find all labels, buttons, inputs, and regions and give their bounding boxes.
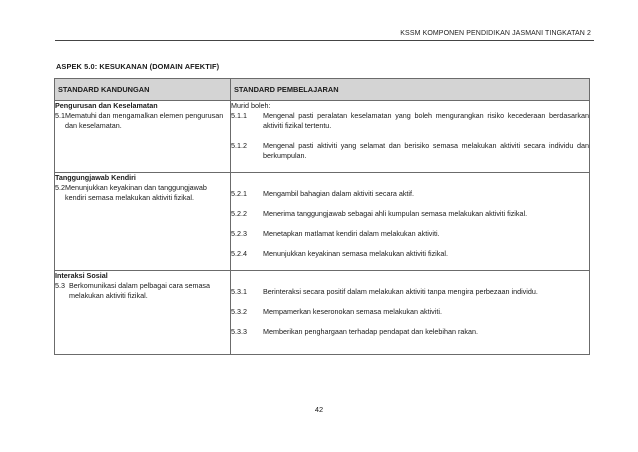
standard-kandungan-cell (55, 101, 231, 173)
sp-code: 5.1.1 (231, 111, 247, 120)
sp-code: 5.3.1 (231, 287, 247, 296)
sp-text: Menunjukkan keyakinan semasa melakukan aktiviti fizikal. (263, 249, 448, 258)
document-header: KSSM KOMPONEN PENDIDIKAN JASMANI TINGKATAN 2 (400, 30, 591, 37)
sp-item (231, 307, 589, 317)
topic-title: Tanggungjawab Kendiri (55, 173, 136, 182)
page-number: 42 (314, 405, 324, 414)
sp-code: 5.2.3 (231, 229, 247, 238)
sp-item (231, 141, 589, 161)
sp-item (231, 287, 589, 297)
sp-code: 5.2.1 (231, 189, 247, 198)
sp-text: Mengambil bahagian dalam aktiviti secara aktif. (263, 189, 415, 198)
sp-text: Mengenal pasti aktiviti yang selamat dan berisiko semasa melakukan aktiviti secara individu dan berkumpulan. (263, 141, 589, 160)
sk-text: Mematuhi dan mengamalkan elemen pengurusan dan keselamatan. (65, 111, 224, 130)
sp-item (231, 229, 589, 239)
sp-item (231, 249, 589, 259)
standards-table (54, 78, 590, 355)
aspek-title: ASPEK 5.0: KESUKANAN (DOMAIN AFEKTIF) (56, 62, 220, 71)
header-divider (55, 40, 594, 41)
table-header-row (55, 79, 590, 101)
sk-code: 5.1 (55, 111, 65, 120)
sp-text: Memberikan penghargaan terhadap pendapat dan kelebihan rakan. (263, 327, 478, 336)
column-header-standard-kandungan: STANDARD KANDUNGAN (55, 79, 231, 101)
sk-text: Berkomunikasi dalam pelbagai cara semasa melakukan aktiviti fizikal. (69, 281, 211, 300)
standard-pembelajaran-cell (231, 101, 590, 173)
standard-kandungan-cell (55, 271, 231, 355)
topic-title: Pengurusan dan Keselamatan (55, 101, 158, 110)
topic-title: Interaksi Sosial (55, 271, 108, 280)
sp-item (231, 327, 589, 337)
sp-text: Menetapkan matlamat kendiri dalam melakukan aktiviti. (263, 229, 440, 238)
sp-text: Mengenal pasti peralatan keselamatan yang boleh mengurangkan risiko kecederaan berdasarkan aktiviti fizikal tertentu. (263, 111, 589, 130)
sk-code: 5.3 (55, 281, 65, 290)
table-row (55, 101, 590, 173)
sk-code: 5.2 (55, 183, 65, 192)
sp-code: 5.3.3 (231, 327, 247, 336)
standard-pembelajaran-cell (231, 271, 590, 355)
sp-item (231, 209, 589, 219)
standard-pembelajaran-cell (231, 173, 590, 271)
table-row (55, 271, 590, 355)
column-header-standard-pembelajaran: STANDARD PEMBELAJARAN (231, 79, 590, 101)
sp-item (231, 189, 589, 199)
intro-text: Murid boleh: (231, 101, 271, 110)
sk-item (55, 111, 230, 131)
sp-text: Menerima tanggungjawab sebagai ahli kumpulan semasa melakukan aktiviti fizikal. (263, 209, 528, 218)
sp-code: 5.2.4 (231, 249, 247, 258)
sk-text: Menunjukkan keyakinan dan tanggungjawab kendiri semasa melakukan aktiviti fizikal. (65, 183, 207, 202)
standard-kandungan-cell (55, 173, 231, 271)
sk-item (55, 183, 230, 203)
sp-code: 5.2.2 (231, 209, 247, 218)
sp-item (231, 111, 589, 131)
table-row (55, 173, 590, 271)
sp-text: Mempamerkan keseronokan semasa melakukan aktiviti. (263, 307, 442, 316)
sp-text: Berinteraksi secara positif dalam melakukan aktiviti tanpa mengira perbezaan individu. (263, 287, 538, 296)
sp-code: 5.3.2 (231, 307, 247, 316)
sp-code: 5.1.2 (231, 141, 247, 150)
sk-item (55, 281, 230, 301)
